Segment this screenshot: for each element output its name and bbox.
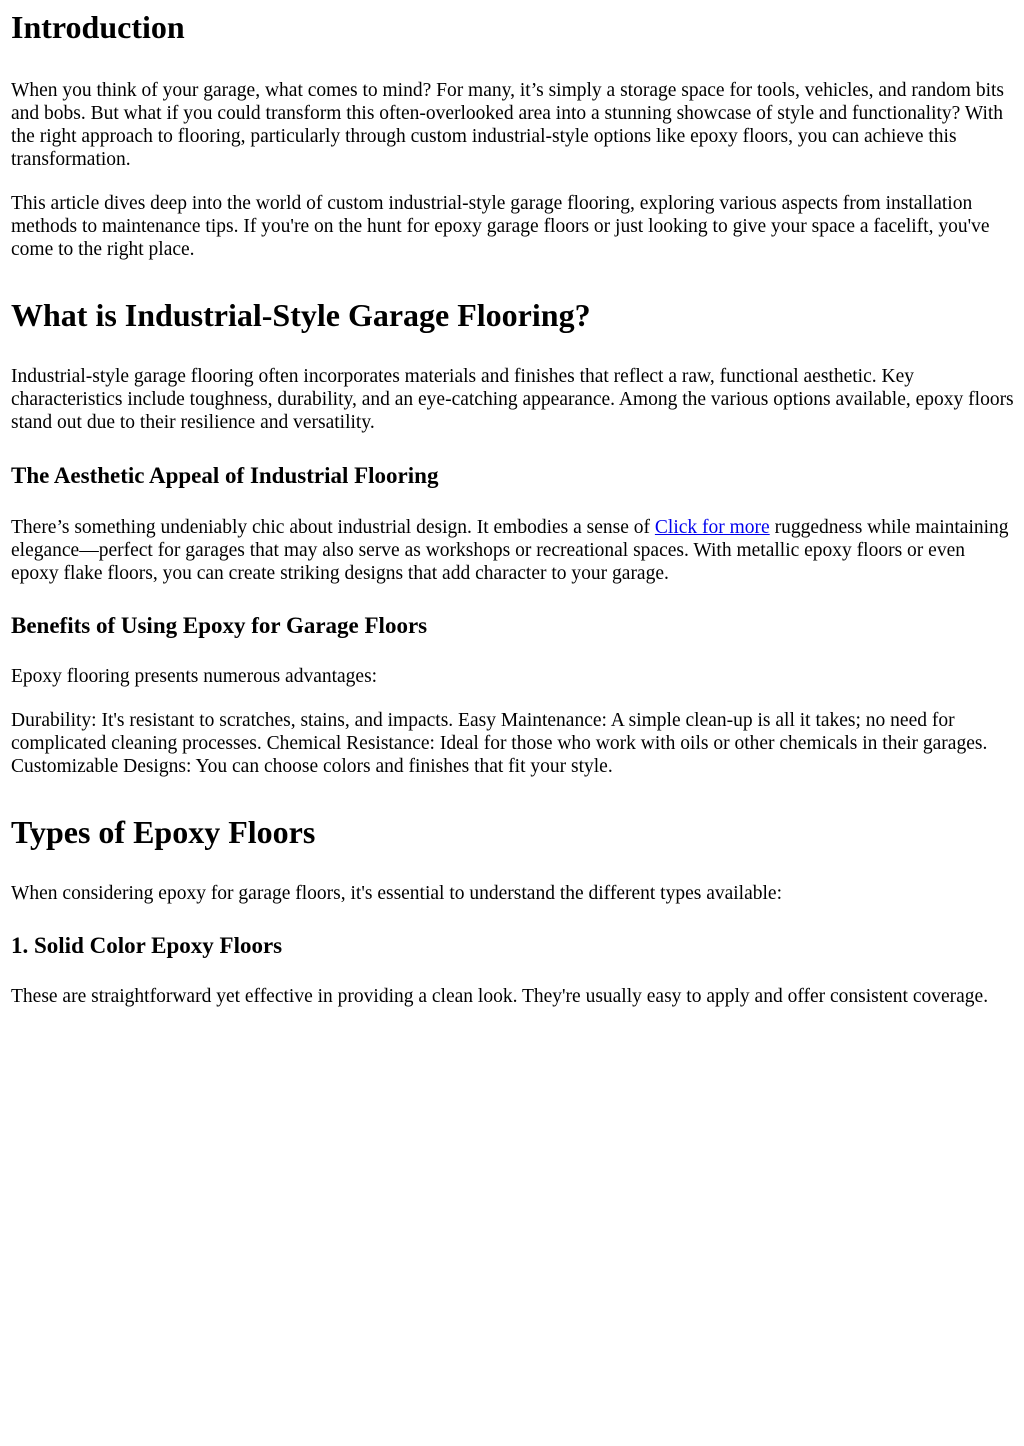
aesthetic-text-after: ruggedness while maintaining elegance—perfect for garages that may also serve as workshops or recreational spaces. With metallic epoxy floors or even epoxy flake floors, you can create striking designs that add character to your garage.: [11, 517, 1009, 584]
aesthetic-text-before: There’s something undeniably chic about industrial design. It embodies a sense of: [11, 517, 655, 538]
solid-color-paragraph: These are straightforward yet effective in providing a clean look. They're usually easy to apply and offer consistent coverage.: [11, 986, 989, 1007]
click-for-more-link[interactable]: Click for more: [654, 517, 770, 538]
introduction-heading: Introduction: [11, 9, 185, 45]
aesthetic-appeal-paragraph: [11, 516, 1016, 585]
benefits-intro-paragraph: Epoxy flooring presents numerous advantages:: [11, 666, 378, 687]
industrial-flooring-heading: What is Industrial-Style Garage Flooring?: [11, 297, 591, 333]
types-of-epoxy-paragraph: When considering epoxy for garage floors, it's essential to understand the different types available:: [11, 883, 782, 904]
solid-color-heading: 1. Solid Color Epoxy Floors: [11, 933, 283, 958]
aesthetic-appeal-heading: The Aesthetic Appeal of Industrial Flooring: [11, 463, 439, 488]
types-of-epoxy-heading: Types of Epoxy Floors: [11, 814, 316, 850]
intro-paragraph-1: When you think of your garage, what comes to mind? For many, it’s simply a storage space for tools, vehicles, and random bits and bobs. But what if you could transform this often-overlooked area into a stunning showcase of style and functionality? With the right approach to flooring, particularly through custom industrial-style options like epoxy floors, you can achieve this transformation.: [11, 80, 1005, 170]
benefits-list-paragraph: Durability: It's resistant to scratches, stains, and impacts. Easy Maintenance: A simple clean-up is all it takes; no need for complicated cleaning processes. Chemical Resistance: Ideal for those who work with oils or other chemicals in their garages. Customizable Designs: You can choose colors and finishes that fit your style.: [11, 710, 988, 777]
industrial-flooring-paragraph: Industrial-style garage flooring often incorporates materials and finishes that reflect a raw, functional aesthetic. Key characteristics include toughness, durability, and an eye-catching appearance. Among the various options available, epoxy floors stand out due to their resilience and versatility.: [11, 366, 1014, 433]
intro-paragraph-2: This article dives deep into the world of custom industrial-style garage flooring, exploring various aspects from installation methods to maintenance tips. If you're on the hunt for epoxy garage floors or just looking to give your space a facelift, you've come to the right place.: [11, 193, 990, 260]
benefits-heading: Benefits of Using Epoxy for Garage Floors: [11, 613, 428, 638]
